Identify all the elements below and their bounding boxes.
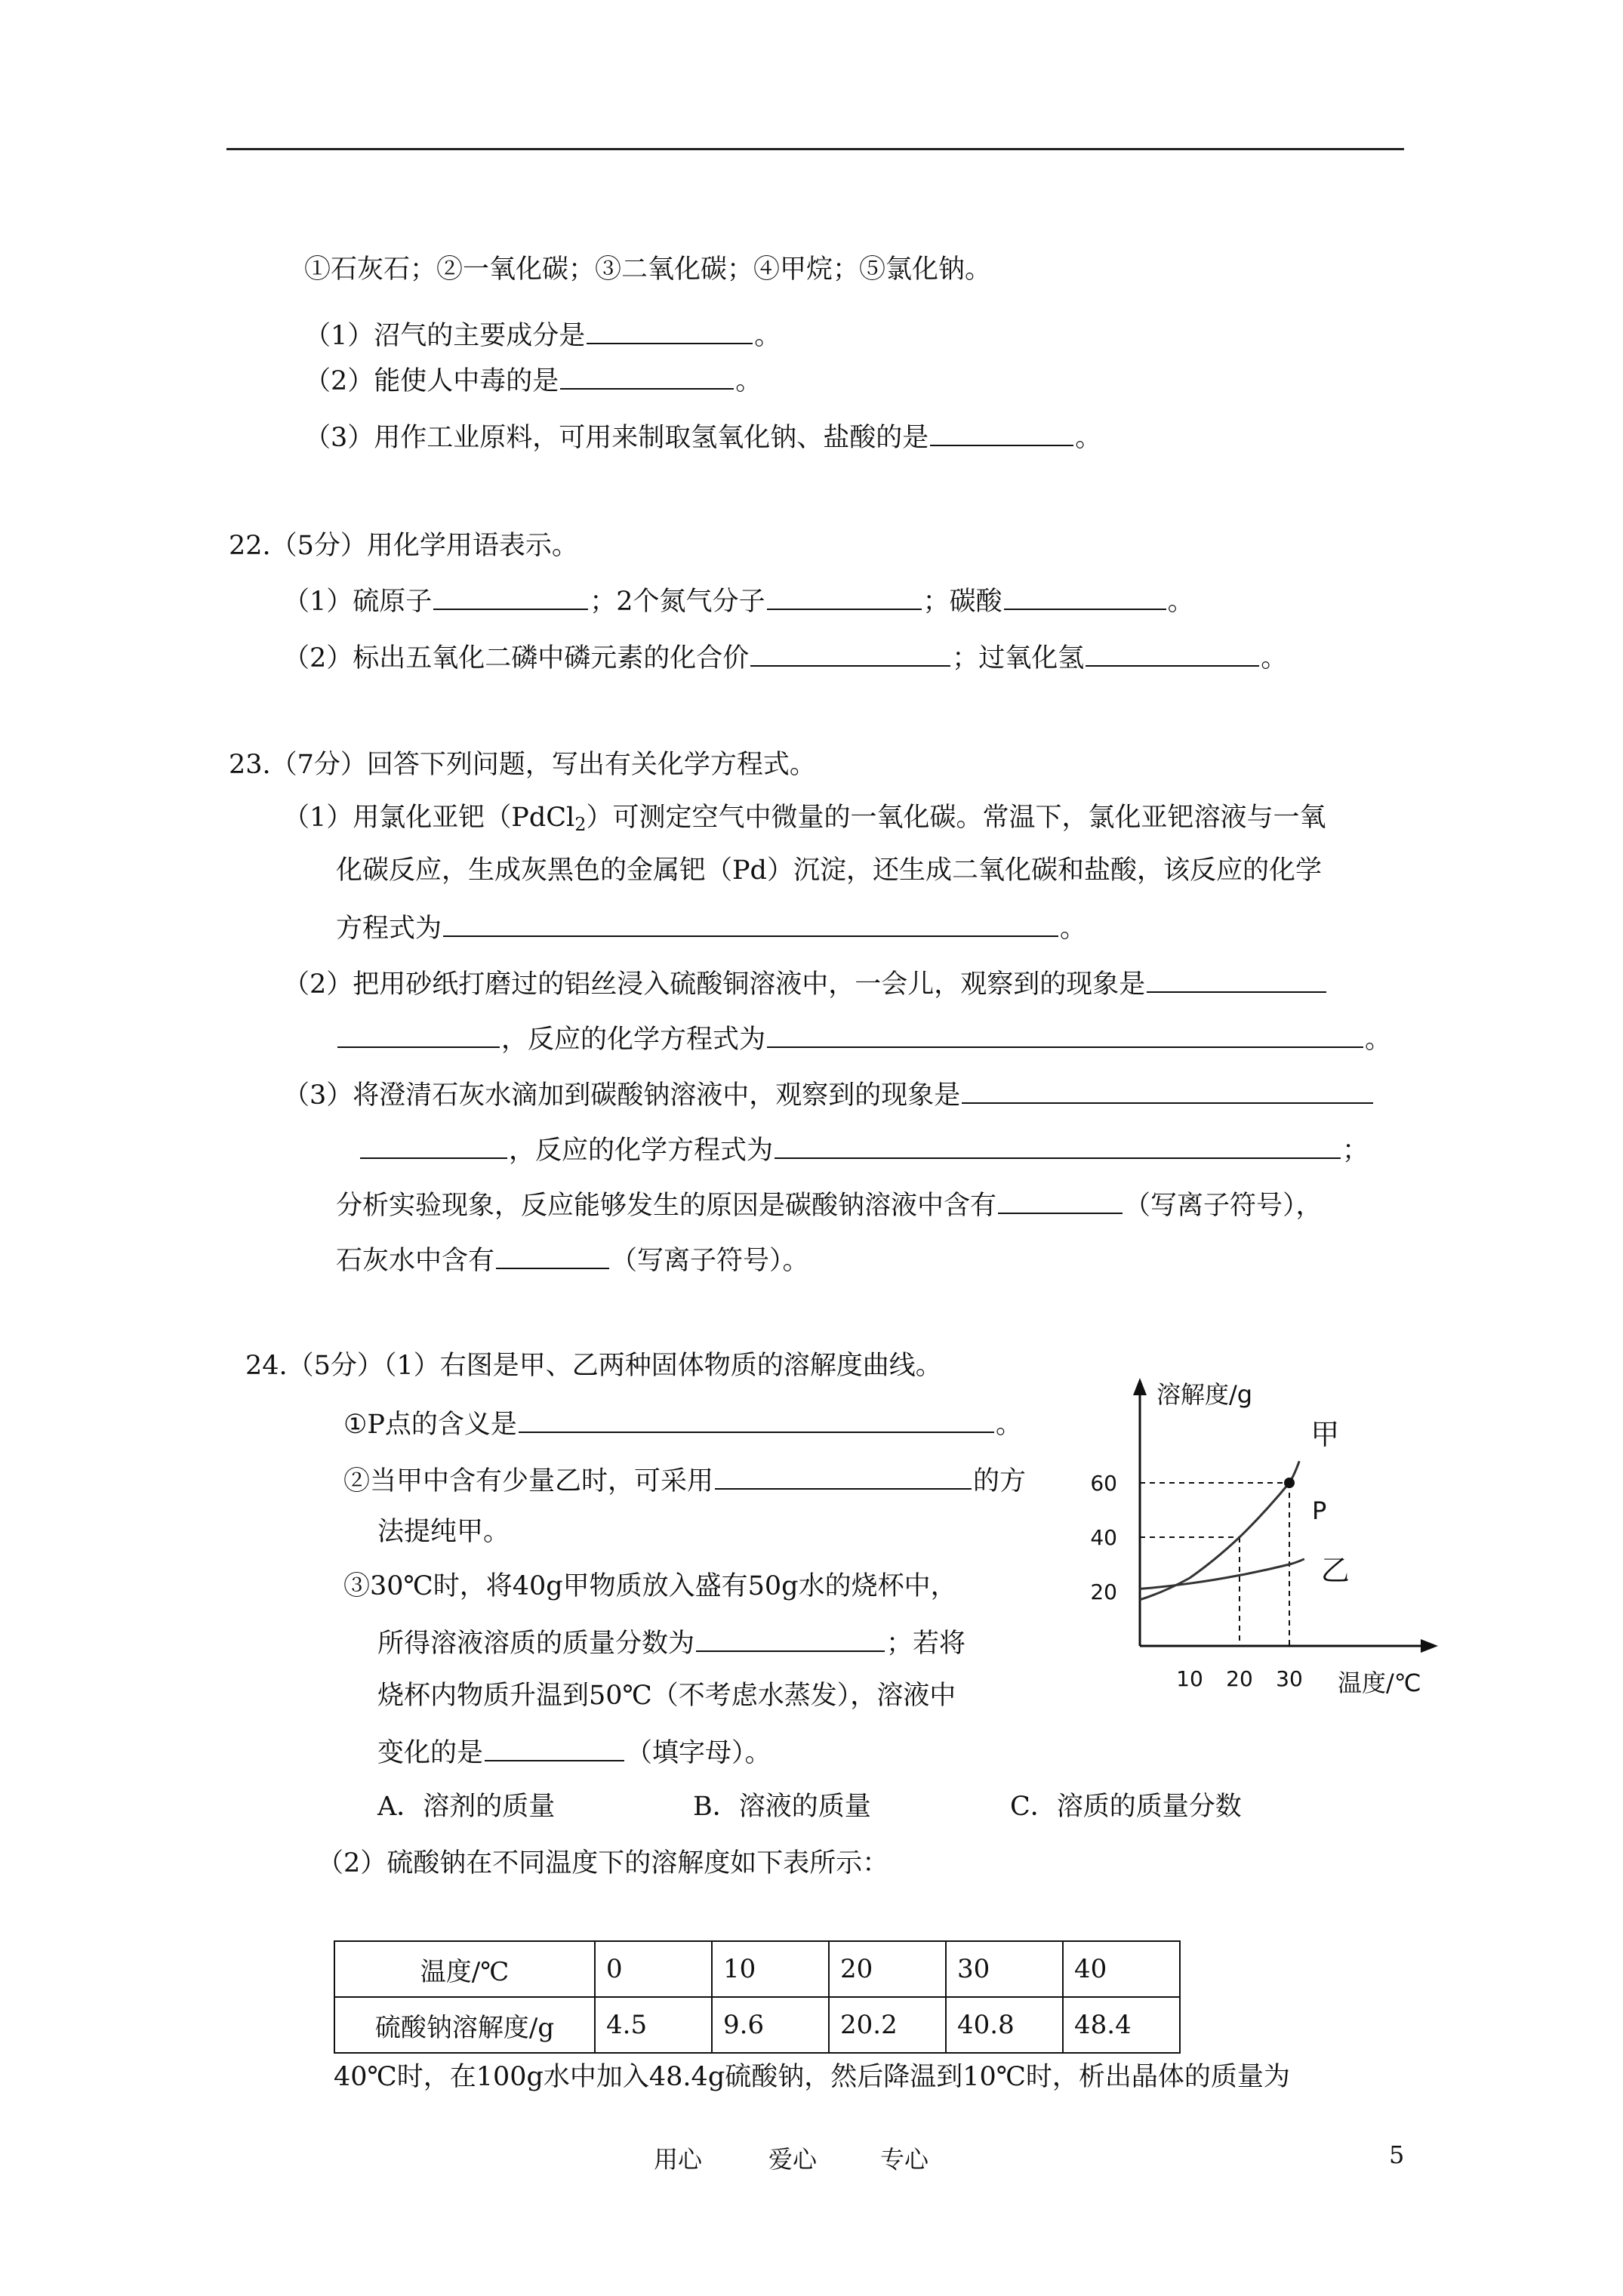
header-rule bbox=[226, 148, 1404, 150]
table-cell: 40 bbox=[1063, 1941, 1180, 1997]
table-header-cell: 硫酸钠溶解度/g bbox=[334, 1997, 595, 2053]
series-curve-yi bbox=[1140, 1559, 1304, 1589]
answer-blank[interactable] bbox=[767, 1019, 1363, 1048]
q24-s2-cont: 法提纯甲。 bbox=[377, 1517, 510, 1547]
series-label-yi: 乙 bbox=[1320, 1553, 1350, 1587]
point-p bbox=[1284, 1478, 1295, 1488]
series-label-jia: 甲 bbox=[1310, 1418, 1340, 1452]
answer-blank[interactable] bbox=[496, 1240, 609, 1269]
table-cell: 30 bbox=[946, 1941, 1063, 1997]
answer-blank[interactable] bbox=[360, 1130, 507, 1159]
answer-blank[interactable] bbox=[433, 581, 588, 610]
q22-line2: （2）标出五氧化二磷中磷元素的化合价 ；过氧化氢 。 bbox=[283, 638, 1287, 676]
q21-part2: （2）能使人中毒的是 。 bbox=[304, 361, 762, 399]
answer-blank[interactable] bbox=[519, 1404, 994, 1433]
y-axis-arrow bbox=[1133, 1378, 1147, 1395]
q21-part3: （3）用作工业原料，可用来制取氢氧化钠、盐酸的是 。 bbox=[304, 418, 1101, 455]
q24-last-line: 40℃时，在100g水中加入48.4g硫酸钠，然后降温到10℃时，析出晶体的质量为 bbox=[334, 2062, 1290, 2092]
q22-line1: （1）硫原子 ；2个氮气分子 ；碳酸 。 bbox=[283, 581, 1194, 619]
footer-mid: 爱心 bbox=[768, 2145, 818, 2174]
solubility-chart bbox=[1072, 1359, 1449, 1706]
table-cell: 9.6 bbox=[712, 1997, 829, 2053]
q24-s3-line3: 烧杯内物质升温到50℃（不考虑水蒸发），溶液中 bbox=[377, 1681, 956, 1711]
point-p-label: P bbox=[1312, 1496, 1327, 1525]
y-tick-label: 20 bbox=[1090, 1579, 1117, 1604]
x-tick-label: 30 bbox=[1276, 1666, 1303, 1691]
q23-p3-line3: 分析实验现象，反应能够发生的原因是碳酸钠溶液中含有 （写离子符号）， bbox=[336, 1185, 1323, 1223]
q23-title: 23.（7分）回答下列问题，写出有关化学方程式。 bbox=[229, 750, 816, 780]
q24-option-b: B．溶液的质量 bbox=[693, 1792, 871, 1822]
answer-blank[interactable] bbox=[962, 1075, 1373, 1104]
answer-blank[interactable] bbox=[587, 316, 753, 344]
answer-blank[interactable] bbox=[750, 638, 950, 667]
q23-p1-line3: 方程式为 。 bbox=[336, 908, 1086, 946]
table-header-cell: 温度/℃ bbox=[334, 1941, 595, 1997]
solubility-table bbox=[334, 1940, 1181, 2054]
table-cell: 20 bbox=[829, 1941, 946, 1997]
answer-blank[interactable] bbox=[1147, 964, 1326, 993]
x-tick-label: 10 bbox=[1176, 1666, 1203, 1691]
options-list: ①石灰石；②一氧化碳；③二氧化碳；④甲烷；⑤氯化钠。 bbox=[304, 254, 992, 285]
answer-blank[interactable] bbox=[715, 1461, 972, 1490]
footer-right: 专心 bbox=[880, 2145, 929, 2174]
q24-title: 24.（5分）（1）右图是甲、乙两种固体物质的溶解度曲线。 bbox=[245, 1351, 942, 1381]
table-row bbox=[334, 1997, 1180, 2053]
table-cell: 4.5 bbox=[595, 1997, 712, 2053]
q23-p2-line2: ，反应的化学方程式为 。 bbox=[336, 1019, 1391, 1057]
y-tick-label: 60 bbox=[1090, 1471, 1117, 1496]
y-axis-label: 溶解度/g bbox=[1156, 1380, 1253, 1409]
q24-s1: ①P点的含义是 。 bbox=[343, 1404, 1022, 1442]
answer-blank[interactable] bbox=[560, 361, 734, 390]
answer-blank[interactable] bbox=[930, 418, 1073, 446]
answer-blank[interactable] bbox=[443, 908, 1058, 937]
answer-blank[interactable] bbox=[337, 1019, 500, 1048]
answer-blank[interactable] bbox=[1086, 638, 1259, 667]
table-cell: 48.4 bbox=[1063, 1997, 1180, 2053]
q23-p1-line1: （1）用氯化亚钯（PdCl$_2$）可测定空气中微量的一氧化碳。常温下，氯化亚钯溶液与一氧 bbox=[283, 803, 1326, 835]
q24-s2: ②当甲中含有少量乙时，可采用 的方 bbox=[343, 1461, 1026, 1499]
q23-p2-line1: （2）把用砂纸打磨过的铝丝浸入硫酸铜溶液中，一会儿，观察到的现象是 bbox=[283, 964, 1328, 1002]
answer-blank[interactable] bbox=[775, 1130, 1341, 1159]
answer-blank[interactable] bbox=[1004, 581, 1166, 610]
q22-title: 22.（5分）用化学用语表示。 bbox=[229, 531, 578, 561]
x-tick-label: 20 bbox=[1226, 1666, 1253, 1691]
table-cell: 20.2 bbox=[829, 1997, 946, 2053]
q24-s3-line2: 所得溶液溶质的质量分数为 ；若将 bbox=[377, 1623, 965, 1661]
q24-option-a: A．溶剂的质量 bbox=[377, 1792, 556, 1822]
answer-blank[interactable] bbox=[485, 1733, 624, 1761]
table-cell: 10 bbox=[712, 1941, 829, 1997]
x-axis-arrow bbox=[1421, 1639, 1438, 1653]
q21-part1: （1）沼气的主要成分是 。 bbox=[304, 316, 781, 353]
table-cell: 0 bbox=[595, 1941, 712, 1997]
q23-p3-line4: 石灰水中含有 （写离子符号）。 bbox=[336, 1240, 809, 1278]
answer-blank[interactable] bbox=[767, 581, 922, 610]
answer-blank[interactable] bbox=[696, 1623, 885, 1652]
y-tick-label: 40 bbox=[1090, 1525, 1117, 1550]
q23-p1-line2: 化碳反应，生成灰黑色的金属钯（Pd）沉淀，还生成二氧化碳和盐酸，该反应的化学 bbox=[336, 855, 1322, 886]
q24-option-c: C．溶质的质量分数 bbox=[1010, 1792, 1242, 1822]
answer-blank[interactable] bbox=[998, 1185, 1123, 1214]
q23-p3-line2: ，反应的化学方程式为 ； bbox=[359, 1130, 1369, 1168]
x-axis-label: 温度/℃ bbox=[1338, 1669, 1421, 1697]
q24-s3-line4: 变化的是 （填字母）。 bbox=[377, 1733, 771, 1771]
q24-part2: （2）硫酸钠在不同温度下的溶解度如下表所示： bbox=[317, 1848, 889, 1878]
q23-p3-line1: （3）将澄清石灰水滴加到碳酸钠溶液中，观察到的现象是 bbox=[283, 1075, 1375, 1113]
table-cell: 40.8 bbox=[946, 1997, 1063, 2053]
page-number: 5 bbox=[1389, 2140, 1405, 2169]
footer-left: 用心 bbox=[654, 2145, 703, 2174]
q24-s3: ③30℃时，将40g甲物质放入盛有50g水的烧杯中， bbox=[343, 1571, 957, 1601]
table-row bbox=[334, 1941, 1180, 1997]
